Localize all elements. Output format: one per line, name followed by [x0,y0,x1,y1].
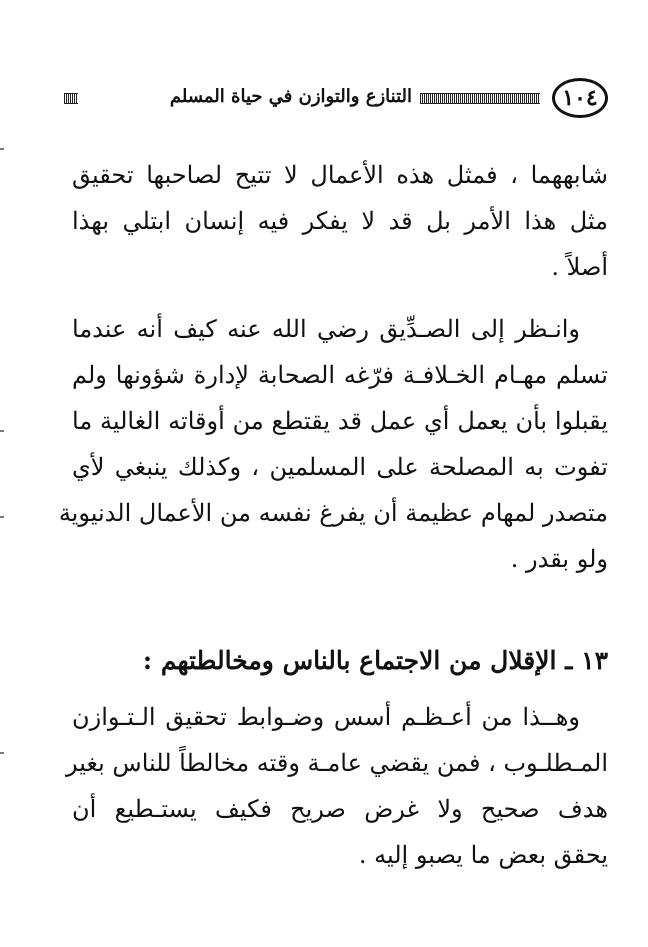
section-heading: ١٣ ـ الإقلال من الاجتماع بالناس ومخالطتهم : [142,646,608,675]
text-line: المـطلـوب ، فمن يقضي عامـة وقته مخالطاً للناس بغير [66,749,608,777]
text-line: تفوت به المصلحة على المسلمين ، وكذلك ينبغي لأي [72,453,608,481]
text-line: يحقق بعض ما يصبو إليه . [358,841,608,869]
header-ornament-right [420,93,540,104]
text-line: وانـظر إلى الصـدِّيق رضي الله عنه كيف أنه عندما [72,315,580,343]
margin-mark [0,430,4,432]
paragraph-2 [58,306,608,582]
page-number: ١٠٤ [552,78,608,118]
margin-mark [0,516,4,518]
text-line: شابههما ، فمثل هذه الأعمال لا تتيح لصاحبها تحقيق [72,161,608,189]
paragraph-1 [72,152,608,290]
margin-mark [0,148,4,150]
text-line: وهــذا من أعـظـم أسس وضـوابط تحقيق الـتـوازن [72,703,580,731]
text-line: يقبلوا بأن يعمل أي عمل قد يقتطع من أوقاته الغالية ما [72,407,608,435]
text-line: ولو بقدر . [510,545,608,573]
text-line: أصلاً . [551,253,608,281]
text-line: مثل هذا الأمر بل قد لا يفكر فيه إنسان ابتلي بهذا [72,207,608,235]
running-title: التنازع والتوازن في حياة المسلم [169,86,412,107]
header-ornament-left [64,93,78,104]
text-line: هدف صحيح ولا غرض صريح فكيف يستـطيع أن [72,795,608,823]
text-line: متصدر لمهام عظيمة أن يفرغ نفسه من الأعمال الدنيوية [58,499,608,527]
margin-mark [0,752,4,754]
page-header [62,78,608,122]
text-line: تسلم مهـام الخـلافـة فرّغه الصحابة لإدارة شؤونها ولم [72,361,608,389]
paragraph-3 [66,694,608,878]
